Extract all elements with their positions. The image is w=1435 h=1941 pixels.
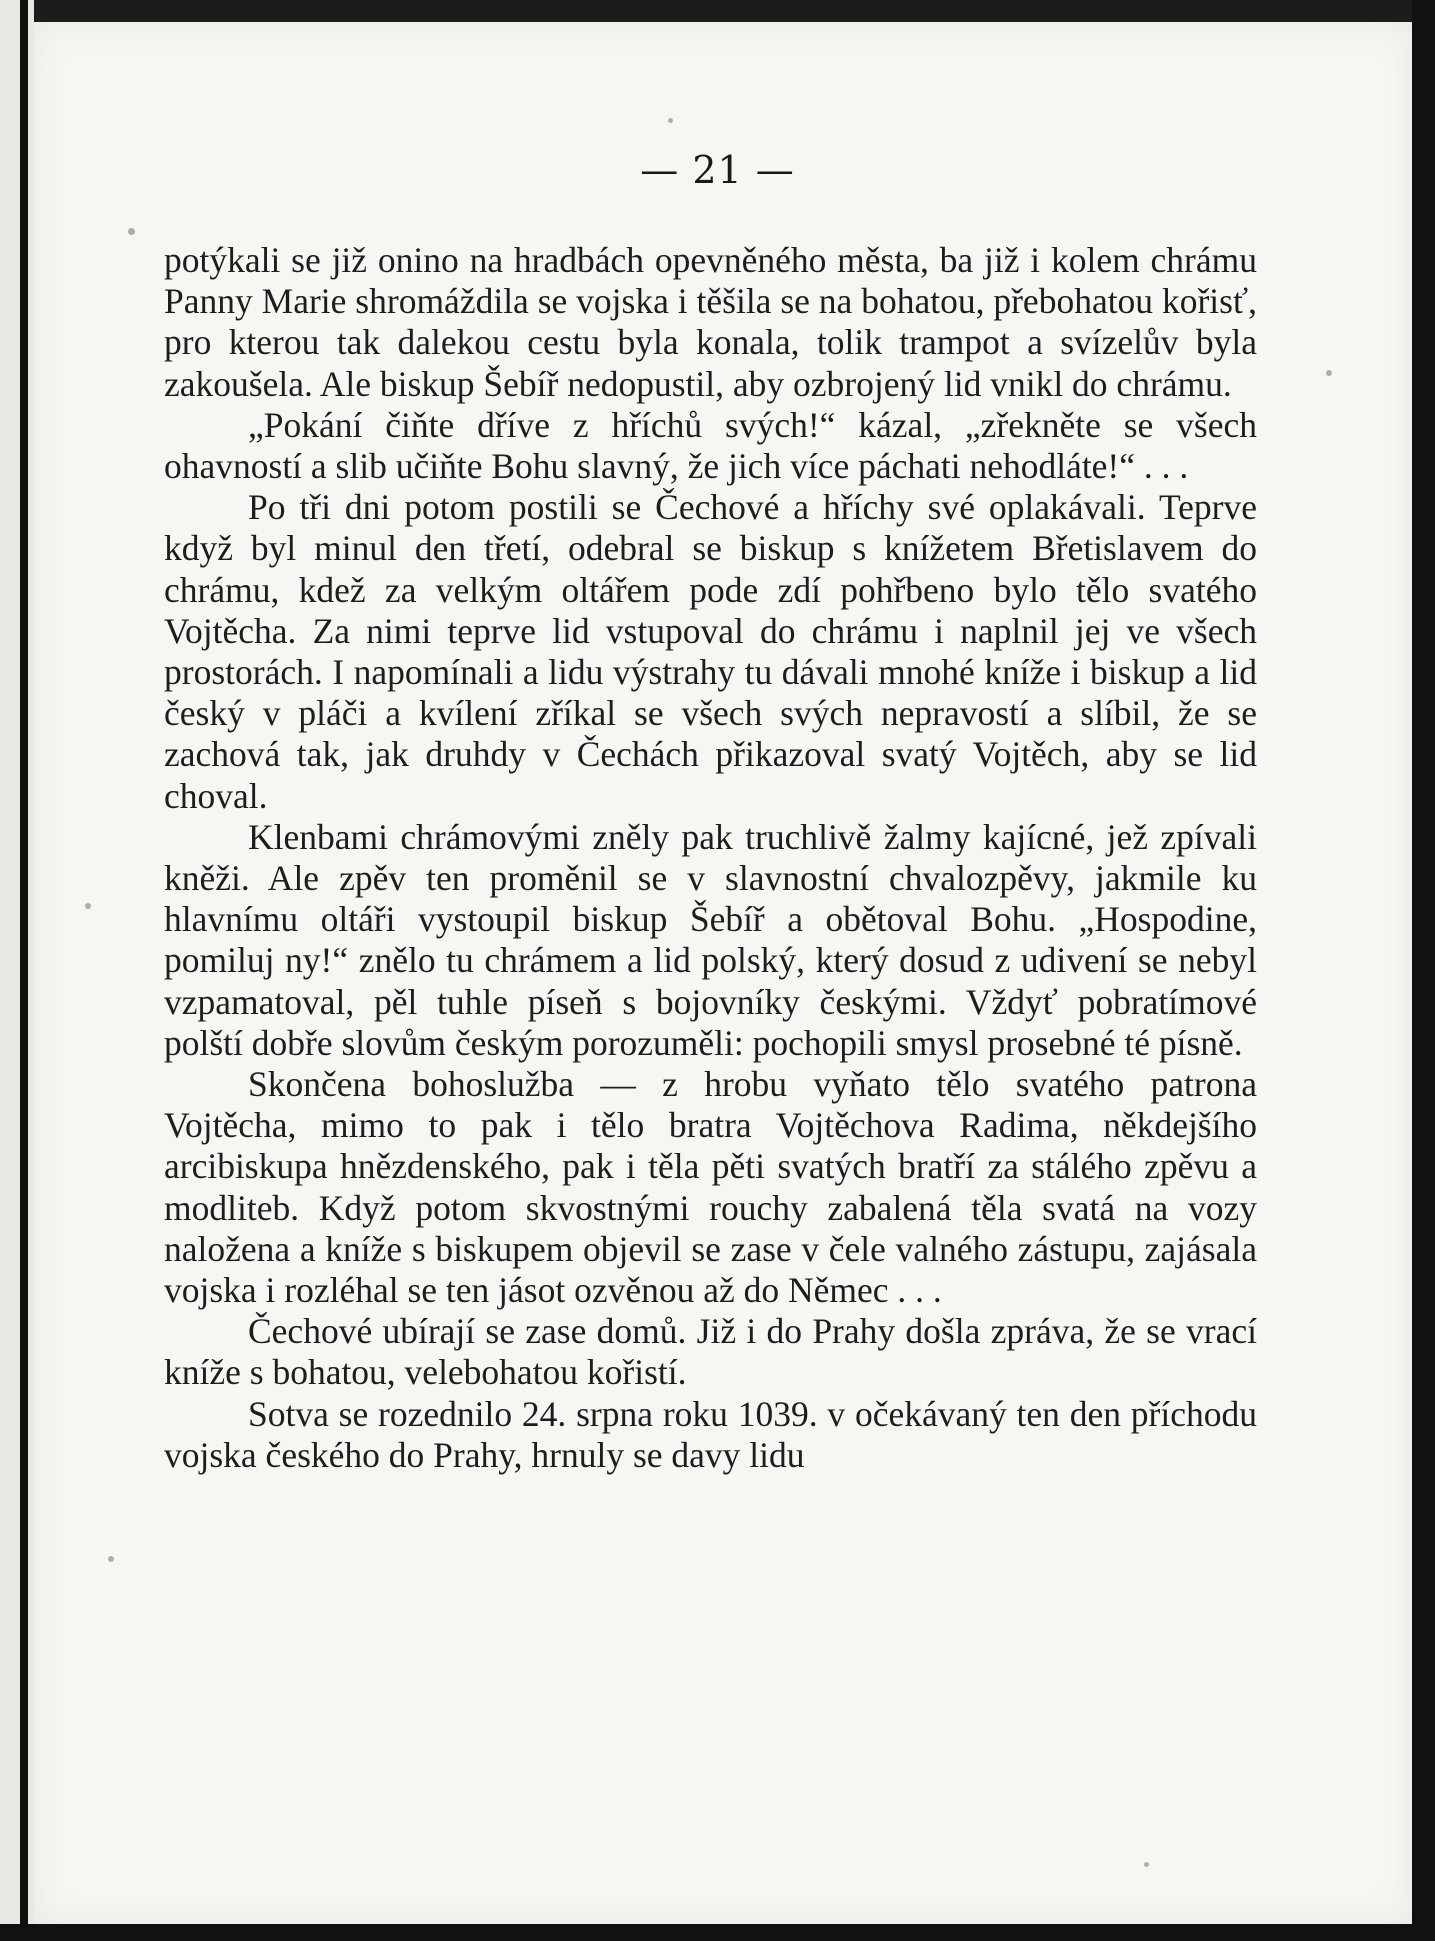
page-speck [128,228,135,235]
page-speck [668,118,673,123]
paragraph: Po tři dni potom postili se Čechové a hříchy své oplakávali. Teprve když byl minul den třetí, odebral se biskup s knížetem Břetislavem do chrámu, kdež za velkým oltářem pode zdí pohřbeno bylo tělo svatého Vojtěcha. Za nimi teprve lid vstupoval do chrámu i naplnil jej ve všech prostorách. I napomínali a lidu výstrahy tu dávali mnohé kníže i biskup a lid český v pláči a kvílení zříkal se všech svých nepravostí a slíbil, že se zachová tak, jak druhdy v Čechách přikazoval svatý Vojtěch, aby se lid choval. [164,487,1257,816]
scan-bottom-border [0,1924,1435,1941]
page-number: — 21 — [640,148,795,192]
paragraph: Skončena bohoslužba — z hrobu vyňato tělo svatého patrona Vojtěcha, mimo to pak i tělo bratra Vojtěchova Radima, někdejšího arcibiskupa hnězdenského, pak i těla pěti svatých bratří za stálého zpěvu a modliteb. Když potom skvostnými rouchy zabalená těla svatá na vozy naložena a kníže s biskupem objevil se zase v čele valného zástupu, zajásala vojska i rozléhal se ten jásot ozvěnou až do Němec . . . [164,1064,1257,1311]
paragraph: „Pokání čiňte dříve z hříchů svých!“ kázal, „zřekněte se všech ohavností a slib učiňte Bohu slavný, že jich více páchati nehodláte!“ . . . [164,404,1257,487]
scan-left-border [0,0,34,1941]
page-speck [1144,1862,1149,1867]
paragraph: potýkali se již onino na hradbách opevněného města, ba již i kolem chrámu Panny Marie shromáždila se vojska i těšila se na bohatou, přebohatou kořisť, pro kterou tak dalekou cestu byla konala, tolik trampot a svízelův byla zakoušela. Ale biskup Šebíř nedopustil, aby ozbrojený lid vnikl do chrámu. [164,240,1257,404]
page-speck [1326,370,1332,376]
paragraph: Klenbami chrámovými zněly pak truchlivě žalmy kajícné, jež zpívali kněži. Ale zpěv ten proměnil se v slavnostní chvalozpěvy, jakmile ku hlavnímu oltáři vystoupil biskup Šebíř a obětoval Bohu. „Hospodine, pomiluj ny!“ znělo tu chrámem a lid polský, který dosud z udivení se nebyl vzpamatoval, pěl tuhle píseň s bojovníky českými. Vždyť pobratímové polští dobře slovům českým porozuměli: pochopili smysl prosebné té písně. [164,816,1257,1063]
paragraph: Čechové ubírají se zase domů. Již i do Prahy došla zpráva, že se vrací kníže s bohatou, velebohatou kořistí. [164,1311,1257,1393]
page-speck [85,903,91,909]
paragraph: Sotva se rozednilo 24. srpna roku 1039. v očekávaný ten den příchodu vojska českého do Prahy, hrnuly se davy lidu [164,1393,1257,1475]
page-speck [108,1556,114,1562]
scan-right-border [1412,0,1435,1941]
body-text [164,240,1257,1476]
